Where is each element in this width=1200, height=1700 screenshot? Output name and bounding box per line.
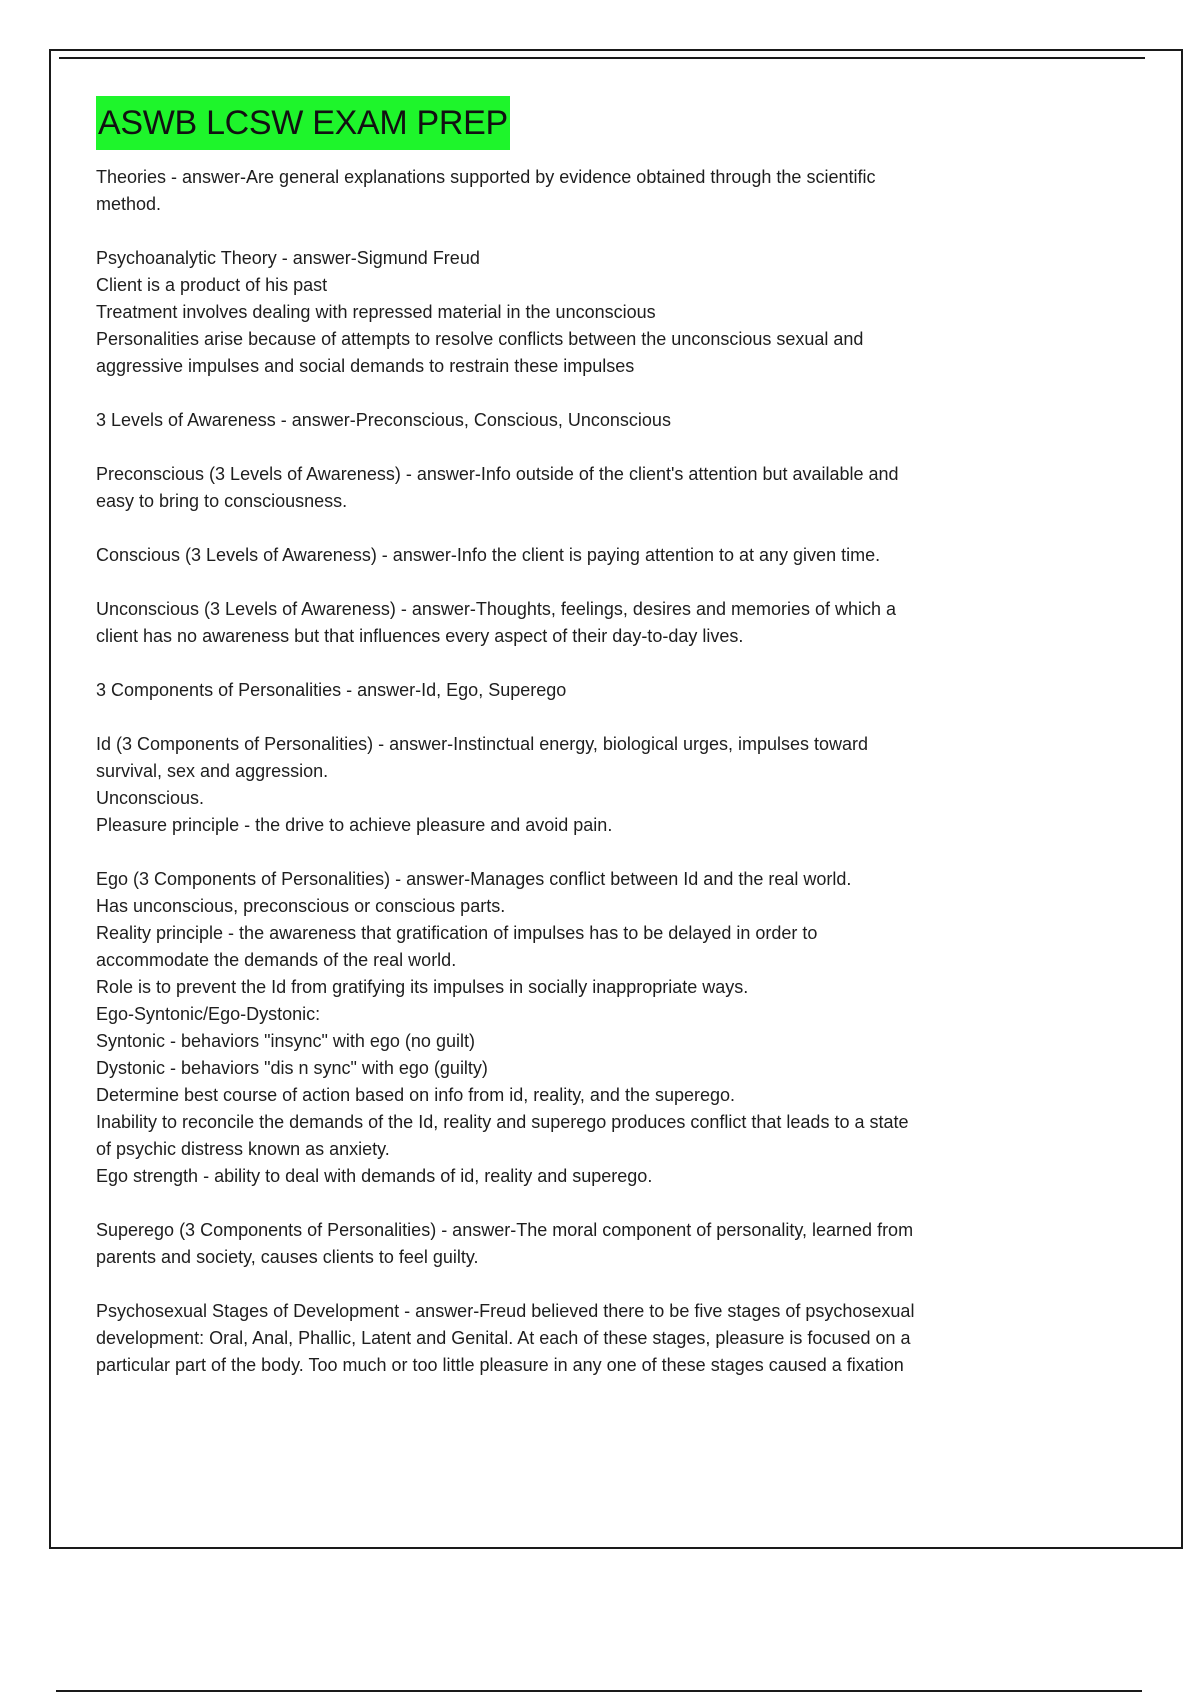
document-content <box>96 96 1076 1406</box>
entry-text-line: Preconscious (3 Levels of Awareness) - answer-Info outside of the client's attention but available and <box>96 464 899 484</box>
entry-text-line: survival, sex and aggression. <box>96 761 329 781</box>
flashcard-entry <box>96 596 1076 650</box>
flashcard-entry <box>96 1217 1076 1271</box>
entry-text-line: Unconscious (3 Levels of Awareness) - answer-Thoughts, feelings, desires and memories of which a <box>96 599 897 619</box>
flashcard-entry <box>96 407 1076 434</box>
entry-text-line: Determine best course of action based on info from id, reality, and the superego. <box>96 1085 736 1105</box>
entry-text-line: Psychoanalytic Theory - answer-Sigmund Freud <box>96 248 480 268</box>
bottom-rule <box>56 1690 1142 1692</box>
document-title: ASWB LCSW EXAM PREP <box>96 96 510 150</box>
flashcard-entry <box>96 677 1076 704</box>
entry-text-line: 3 Levels of Awareness - answer-Preconscious, Conscious, Unconscious <box>96 410 671 430</box>
flashcard-entry <box>96 245 1076 380</box>
flashcard-entry <box>96 164 1076 218</box>
entry-text-line: parents and society, causes clients to feel guilty. <box>96 1247 479 1267</box>
entry-text-line: Treatment involves dealing with repressed material in the unconscious <box>96 302 656 322</box>
entry-text-line: Syntonic - behaviors "insync" with ego (no guilt) <box>96 1031 475 1051</box>
entry-text-line: Theories - answer-Are general explanations supported by evidence obtained through the scientific <box>96 167 876 187</box>
entry-text-line: Pleasure principle - the drive to achieve pleasure and avoid pain. <box>96 815 613 835</box>
entry-text-line: Client is a product of his past <box>96 275 328 295</box>
entry-text-line: Id (3 Components of Personalities) - answer-Instinctual energy, biological urges, impulses toward <box>96 734 869 754</box>
entry-text-line: Ego strength - ability to deal with demands of id, reality and superego. <box>96 1166 653 1186</box>
entry-text-line: Personalities arise because of attempts to resolve conflicts between the unconscious sexual and <box>96 329 864 349</box>
entry-text-line: aggressive impulses and social demands to restrain these impulses <box>96 356 635 376</box>
entry-text-line: of psychic distress known as anxiety. <box>96 1139 390 1159</box>
entry-text-line: Ego-Syntonic/Ego-Dystonic: <box>96 1004 321 1024</box>
entry-text-line: development: Oral, Anal, Phallic, Latent and Genital. At each of these stages, pleasure is focused on a <box>96 1328 911 1348</box>
entry-text-line: Conscious (3 Levels of Awareness) - answer-Info the client is paying attention to at any given time. <box>96 545 881 565</box>
flashcard-entry <box>96 542 1076 569</box>
flashcard-entry <box>96 1298 1076 1379</box>
entry-text-line: particular part of the body. Too much or too little pleasure in any one of these stages caused a fixation <box>96 1355 904 1375</box>
entry-text-line: Reality principle - the awareness that gratification of impulses has to be delayed in order to <box>96 923 818 943</box>
entry-text-line: Role is to prevent the Id from gratifying its impulses in socially inappropriate ways. <box>96 977 749 997</box>
entry-list <box>96 164 1076 1379</box>
title-block <box>96 96 1076 150</box>
entry-text-line: accommodate the demands of the real world. <box>96 950 457 970</box>
entry-text-line: method. <box>96 194 162 214</box>
flashcard-entry <box>96 731 1076 839</box>
entry-text-line: client has no awareness but that influences every aspect of their day-to-day lives. <box>96 626 744 646</box>
entry-text-line: Has unconscious, preconscious or conscious parts. <box>96 896 506 916</box>
entry-text-line: 3 Components of Personalities - answer-Id, Ego, Superego <box>96 680 567 700</box>
entry-text-line: Psychosexual Stages of Development - answer-Freud believed there to be five stages of psychosexual <box>96 1301 915 1321</box>
entry-text-line: Dystonic - behaviors "dis n sync" with ego (guilty) <box>96 1058 488 1078</box>
entry-text-line: Superego (3 Components of Personalities) - answer-The moral component of personality, learned from <box>96 1220 914 1240</box>
entry-text-line: Inability to reconcile the demands of the Id, reality and superego produces conflict that leads to a state <box>96 1112 909 1132</box>
entry-text-line: Ego (3 Components of Personalities) - answer-Manages conflict between Id and the real world. <box>96 869 852 889</box>
flashcard-entry <box>96 461 1076 515</box>
flashcard-entry <box>96 866 1076 1190</box>
entry-text-line: easy to bring to consciousness. <box>96 491 348 511</box>
top-rule <box>59 57 1145 59</box>
entry-text-line: Unconscious. <box>96 788 205 808</box>
